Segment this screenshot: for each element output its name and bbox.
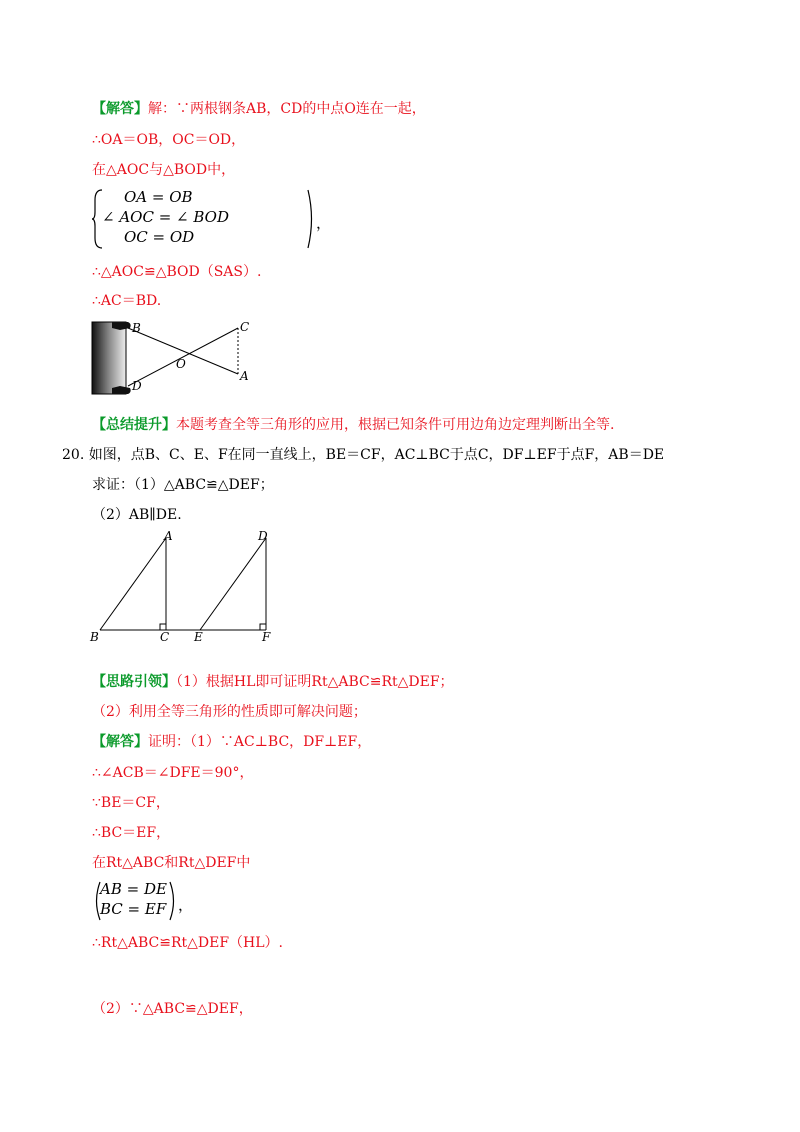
solution-line-5: ∴AC＝BD. — [92, 293, 162, 309]
label-B: B — [132, 321, 141, 335]
label-B: B — [90, 630, 99, 644]
system-row-1: OA = OB — [124, 188, 193, 206]
solution2-line-3: ∵BE＝CF， — [92, 795, 170, 811]
answer-tag: 【解答】 — [92, 101, 148, 117]
label-D: D — [258, 529, 268, 543]
label-A: A — [240, 369, 249, 383]
solution2-line-1 — [92, 733, 371, 751]
summary-line — [92, 416, 614, 434]
summary-tag: 【总结提升】 — [92, 417, 176, 433]
right-paren-icon — [306, 188, 316, 250]
hint-tag: 【思路引领】 — [92, 674, 176, 690]
solution-intro-text: 解：∵两根钢条AB，CD的中点O连在一起， — [148, 101, 426, 117]
solution-line-4: ∴△AOC≌△BOD（SAS）. — [92, 264, 262, 280]
system-tail: ， — [316, 214, 332, 232]
congruence-system-1 — [92, 188, 332, 248]
solution2-text-1: 证明：（1）∵AC⊥BC，DF⊥EF， — [148, 734, 372, 750]
problem-20-q2: （2）AB∥DE. — [92, 507, 182, 523]
segment-AB — [100, 538, 166, 630]
problem-20-stem — [62, 446, 664, 464]
problem-20-q1: 求证：（1）△ABC≌△DEF； — [92, 477, 274, 493]
system2-row-1: AB = DE — [100, 880, 167, 898]
solution2-line-6: ∴Rt△ABC≌Rt△DEF（HL）. — [92, 935, 283, 951]
system2-tail: ， — [178, 896, 194, 914]
label-C: C — [160, 630, 170, 644]
segment-DE — [200, 538, 266, 630]
solution2-line-4: ∴BC＝EF， — [92, 825, 171, 841]
tool-body-shape — [92, 322, 126, 394]
system-row-3: OC = OD — [124, 228, 195, 246]
system-row-2: ∠ AOC = ∠ BOD — [102, 208, 230, 226]
label-C: C — [240, 320, 250, 334]
hint-text-1: （1）根据HL即可证明Rt△ABC≌Rt△DEF； — [176, 674, 454, 690]
solution2-line-2: ∴∠ACB＝∠DFE＝90°， — [92, 765, 254, 781]
solution-line-intro — [92, 100, 426, 118]
congruence-system-2 — [92, 880, 212, 922]
answer-tag-2: 【解答】 — [92, 734, 148, 750]
solution-line-3: 在△AOC与△BOD中， — [92, 162, 236, 178]
label-D: D — [132, 379, 142, 393]
label-F: F — [262, 630, 271, 644]
problem-number: 20. — [62, 447, 85, 463]
label-E: E — [194, 630, 203, 644]
system2-row-2: BC = EF — [100, 900, 167, 918]
problem-stem-text: 如图，点B、C、E、F在同一直线上，BE＝CF，AC⊥BC于点C，DF⊥EF于点F，AB＝DE — [88, 447, 665, 463]
figure-steel-bars — [90, 318, 260, 398]
right-paren-icon-2 — [168, 880, 178, 922]
solution2-line-5: 在Rt△ABC和Rt△DEF中 — [92, 855, 251, 871]
solution2-line-7: （2）∵△ABC≌△DEF， — [92, 1001, 253, 1017]
solution-line-2: ∴OA＝OB，OC＝OD， — [92, 132, 246, 148]
label-A: A — [164, 529, 173, 543]
hint-line-2: （2）利用全等三角形的性质即可解决问题； — [92, 704, 367, 720]
label-O: O — [176, 357, 186, 371]
hint-line-1 — [92, 673, 454, 691]
summary-text: 本题考查全等三角形的应用，根据已知条件可用边角边定理判断出全等. — [176, 417, 615, 433]
figure-triangles — [88, 528, 288, 648]
